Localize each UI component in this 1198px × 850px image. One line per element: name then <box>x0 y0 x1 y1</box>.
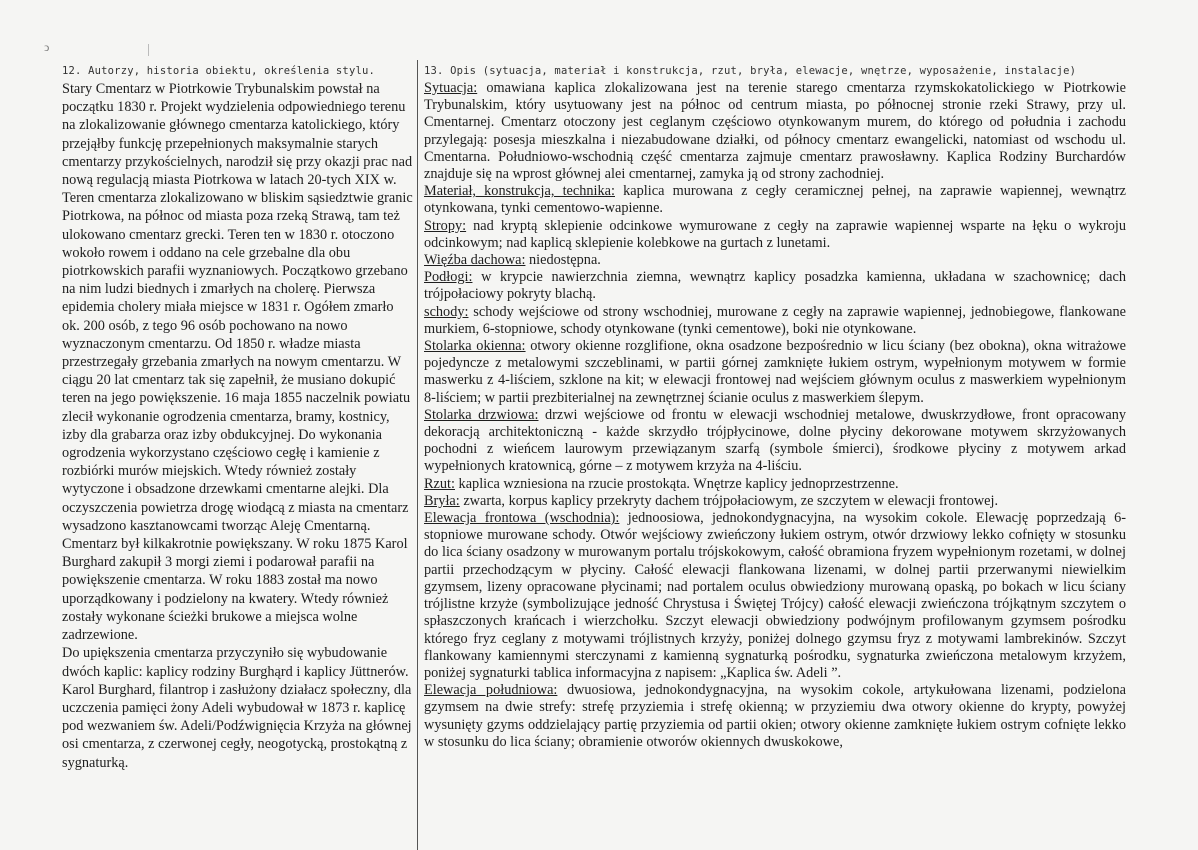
section-massing <box>424 493 1126 510</box>
section-label: schody: <box>424 303 469 320</box>
section-label: Rzut: <box>424 475 455 492</box>
history-paragraph: Stary Cmentarz w Piotrkowie Trybunalskim powstał na początku 1830 r. Projekt wydzielenia odpowiedniego terenu na zlokalizowanie głównego cmentarza katolickiego, który przejąłby funkcję przepełnionych maksymalnie starych cmentarzy przykościelnych, narodził się przy okazji prac nad nową regulacją miasta Piotrkowa w latach 20-tych XIX w. Teren cmentarza zlokalizowano w bliskim sąsiedztwie granic Piotrkowa, na północ od miasta poza rzeką Strawą, tam też ulokowano cmentarz grecki. Teren ten w 1830 r. otoczono wokoło rowem i oddano na cele grzebalne dla obu piotrkowskich parafii wyznaniowych. Początkowo grzebano na nim ludzi biednych i zmarłych na cholerę. Pierwsza epidemia cholery miała miejsce w 1831 r. Ogółem zmarło ok. 200 osób, z tego 96 osób pochowano na nowo wyznaczonym cmentarzu. Od 1850 r. władze miasta przestrzegały grzebania zmarłych na nowym cmentarzu. W ciągu 20 lat cmentarz tak się zapełnił, że musiano dokupić teren na jego powiększenie. 16 maja 1855 naczelnik powiatu zlecił wykonanie ogrodzenia cmentarza, bramy, kostnicy, izby dla grabarza oraz izby obdukcyjnej. Do wykonania ogrodzenia wykorzystano częściowo cegłę i kamienie z rozbiórki murów miejskich. Wtedy również zostały wytyczone i obsadzone drzewkami cmentarne alejki. Dla oczyszczenia powietrza drogę wiodącą z miasta na cmentarz wysadzono kasztanowcami tworząc Aleję Cmentarną. Cmentarz był kilkakrotnie powiększany. W roku 1875 Karol Burghard zakupił 3 morgi ziemi i podarował parafii na powiększenie cmentarza. W roku 1883 został ma nowo uporządkowany i podzielony na kwatery. Wtedy również zostały wykonane ścieżki brukowe a miejsca wolne zadrzewione. <box>62 81 413 644</box>
section-body: kaplica wzniesiona na rzucie prostokąta. Wnętrze kaplicy jednoprzestrzenne. <box>454 475 899 492</box>
section-body: schody wejściowe od strony wschodniej, murowane z cegły na zaprawie wapiennej, jednobiegowe, flankowane murkiem, 6-stopniowe, schody otynkowane (tynki cementowe), boki nie otynkowane. <box>424 303 1126 337</box>
section-body: zwarta, korpus kaplicy przekryty dachem trójpołaciowym, ze szczytem w elewacji frontowej. <box>459 492 999 509</box>
section-windows <box>424 338 1126 407</box>
section-body: niedostępna. <box>525 252 601 269</box>
section-label: Stolarka okienna: <box>424 338 526 355</box>
section-label: Stolarka drzwiowa: <box>424 406 539 423</box>
section-plan <box>424 476 1126 493</box>
section-situation <box>424 80 1126 183</box>
scan-artifact-line <box>148 44 149 56</box>
section-label: Elewacja południowa: <box>424 682 558 699</box>
section-doors <box>424 407 1126 476</box>
column-divider <box>417 60 418 850</box>
section-label: Sytuacja: <box>424 80 478 96</box>
section-label: Więźba dachowa: <box>424 252 526 269</box>
scan-artifact-mark: ↄ <box>44 40 50 54</box>
section-body: drzwi wejściowe od frontu w elewacji wschodniej metalowe, dwuskrzydłowe, front opracowany dekoracją architektoniczną - każde skrzydło trójpłycinowe, dolne płyciny dekorowane motywem skrzyżowanych pochodni z wieńcem laurowym przewiązanym szarfą (symbole śmierci), środkowe płyciny z motywem arkad wypełnionych kratownicą, górne – z motywem krzyża na 4-liściu. <box>424 406 1127 475</box>
section-label: Podłogi: <box>424 269 473 286</box>
section-label: Elewacja frontowa (wschodnia): <box>424 510 620 527</box>
section-stairs <box>424 304 1126 338</box>
description-column <box>424 64 1126 751</box>
section-material <box>424 183 1126 217</box>
section-body: nad kryptą sklepienie odcinkowe wymurowane z cegły na zaprawie wapiennej wsparte na łęku o wykroju odcinkowym; nad kaplicą sklepienie kolebkowe na gurtach z lunetami. <box>424 217 1126 251</box>
section-ceilings <box>424 218 1126 252</box>
section-south-elevation <box>424 682 1126 751</box>
section-body: jednoosiowa, jednokondygnacyjna, na wysokim cokole. Elewację poprzedzają 6-stopniowe murowane schody. Otwór wejściowy zwieńczony łukiem ostrym, otwór drzwiowy lekko cofnięty w stosunku do lica ściany osadzony w murowanym portalu trójskokowym, całość obramiona fryzem wypełnionym rozetami, w dolnej partii przechodzącym w płyciny. Całość elewacji flankowana lizenami, w dolnej partii przerwanymi niewielkim gzymsem, lizeny opracowane płycinami; nad portalem oculus obwiedziony murowaną opaską, po bokach w licu ściany trójlistne krzyże (symbolizujące jedność Chrystusa i Świętej Trójcy) całość elewacji zwieńczona trójkątnym szczytem o spłaszczonych krańcach i wierzchołku. Szczyt elewacji obwiedziony podwójnym profilowanym gzymsem pośrodku którego fryz ceglany z motywami trójlistnych krzyży, poniżej dolnego gzymsu fryz z motywami lambrekinów. Szczyt flankowany kamiennymi sterczynami z kamienną sygnaturką pośrodku, sygnaturka zwieńczona metalowym krzyżem, poniżej sygnaturki tablica informacyjna z napisem: „Kaplica św. Adeli ”. <box>424 510 1126 681</box>
section-roof-truss <box>424 252 1126 269</box>
history-paragraph: Do upiększenia cmentarza przyczyniło się wybudowanie dwóch kaplic: kaplicy rodziny Burghąrd i kaplicy Jüttnerów. Karol Burghard, filantrop i zasłużony działacz społeczny, dla uczczenia pamięci żony Adeli wybudował w 1873 r. kaplicę pod wezwaniem św. Adeli/Podźwignięcia Krzyża na głównej osi cmentarza, z czerwonej cegły, neogotycką, prostokątną z sygnaturką. <box>62 645 412 771</box>
section-label: Stropy: <box>424 217 467 234</box>
section-body: dwuosiowa, jednokondygnacyjna, na wysokim cokole, artykułowana lizenami, podzielona gzymsem na dwie strefy: strefę przyziemia i strefę okienną; w przyziemiu dwa otwory okienne do krypty, powyżej wysunięty gzyms oddzielający partię przyziemia od partii okien; otwory okienne zamknięte łukiem ostrym cofnięte lekko w stosunku do lica ściany; obramienie otworów okiennych dwuskokowe, <box>424 682 1126 750</box>
section-label: Materiał, konstrukcja, technika: <box>424 183 615 200</box>
description-text <box>424 80 1126 751</box>
section-front-elevation <box>424 510 1126 682</box>
history-heading: 12. Autorzy, historia obiektu, określenia stylu. <box>62 65 376 77</box>
section-body: w krypcie nawierzchnia ziemna, wewnątrz kaplicy posadzka kamienna, układana w szachownicę; dach trójpołaciowy pokryty blachą. <box>424 269 1126 303</box>
section-floors <box>424 269 1126 303</box>
description-heading: 13. Opis (sytuacja, materiał i konstrukcja, rzut, bryła, elewacje, wnętrze, wyposażenie, instalacje) <box>424 65 1077 77</box>
history-column <box>62 64 414 772</box>
section-body: kaplica murowana z cegły ceramicznej pełnej, na zaprawie wapiennej, wewnątrz otynkowana, tynki cementowo-wapienne. <box>424 183 1127 217</box>
history-text <box>62 80 414 772</box>
section-body: omawiana kaplica zlokalizowana jest na terenie starego cmentarza rzymskokatolickiego w Piotrkowie Trybunalskim, który usytuowany jest na północ od centrum miasta, po północnej stronie rzeki Strawy, przy ul. Cmentarnej. Cmentarz otoczony jest ceglanym częściowo otynkowanym murem, do którego od południa i zachodu przylegają: posesja mieszkalna i niezabudowane działki, od północy cmentarz ewangelicki, natomiast od wschodu ul. Cmentarna. Południowo-wschodnią część cmentarza zajmuje cmentarz prawosławny. Kaplica Rodziny Burchardów znajduje się na wprost głównej alei cmentarnej, zamyka ją od strony zachodniej. <box>424 80 1126 183</box>
section-label: Bryła: <box>424 492 460 509</box>
section-body: otwory okienne rozglifione, okna osadzone bezpośrednio w licu ściany (bez obokna), okna witrażowe pojedyncze z metalowymi szczeblinami, w partii górnej zamknięte łukiem ostrym, wypełnionym motywem w formie maswerku z 4-liściem, szklone na kit; w elewacji frontowej nad wejściem głównym oculus z maswerkiem wypełnionym 8-liściem; w partii prezbiterialnej na zewnętrznej ścianie oculus z maswerkiem ślepym. <box>424 338 1127 406</box>
